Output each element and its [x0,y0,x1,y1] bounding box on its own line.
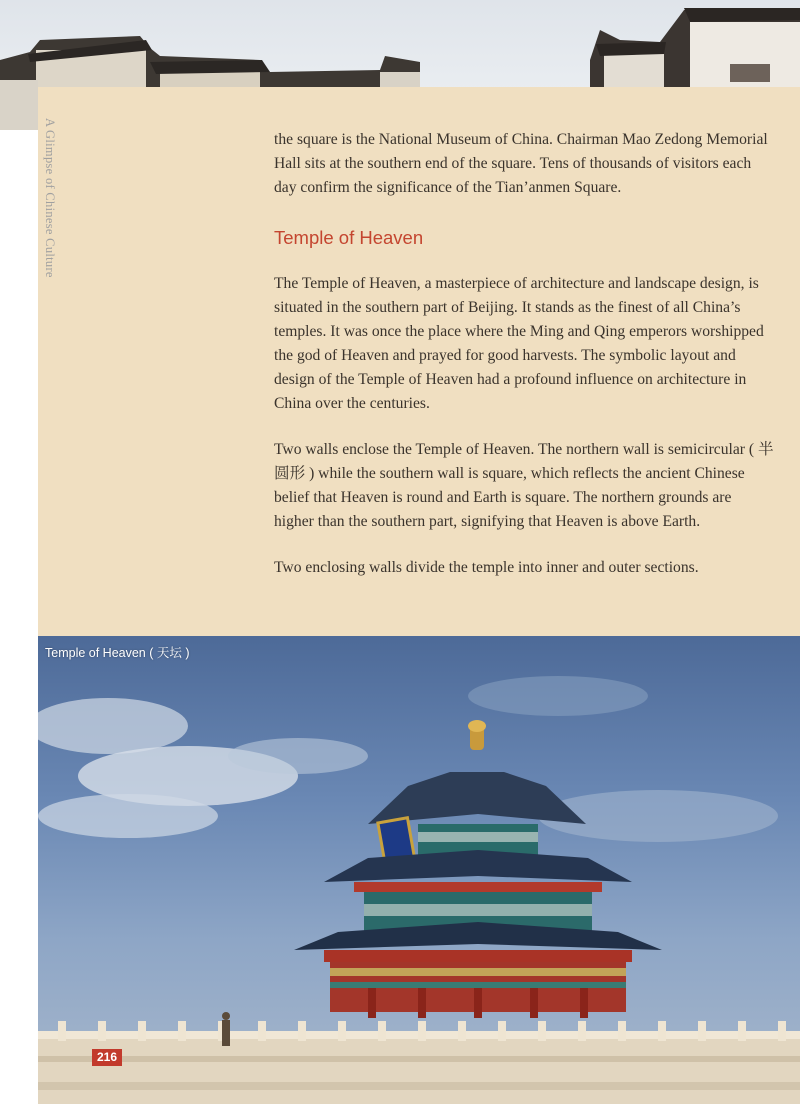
book-title-vertical: A Glimpse of Chinese Culture [43,118,57,278]
article-body [274,128,774,602]
temple-of-heaven-photo [38,636,800,1104]
paragraph-1: The Temple of Heaven, a masterpiece of architecture and landscape design, is situated in the southern part of Beijing. It stands as the finest of all China’s temples. It was once the place where the Ming and Qing emperors worshipped the god of Heaven and prayed for good harvests. The symbolic layout and design of the Temple of Heaven had a profound influence on architecture in China over the centuries. [274,275,764,412]
paragraph-2: Two walls enclose the Temple of Heaven. The northern wall is semicircular ( 半圆形 ) while the southern wall is square, which reflects the ancient Chinese belief that Heaven is round and Earth is square. The northern grounds are higher than the southern part, signifying that Heaven is above Earth. [274,441,774,530]
intro-paragraph: the square is the National Museum of China. Chairman Mao Zedong Memorial Hall sits at the southern end of the square. Tens of thousands of visitors each day confirm the significance of the Tian’anmen Square. [274,131,768,196]
section-heading: Temple of Heaven [274,227,424,248]
paragraph-3: Two enclosing walls divide the temple into inner and outer sections. [274,559,699,576]
page-number: 216 [92,1049,122,1066]
figure-caption: Temple of Heaven ( 天坛 ) [45,646,190,660]
